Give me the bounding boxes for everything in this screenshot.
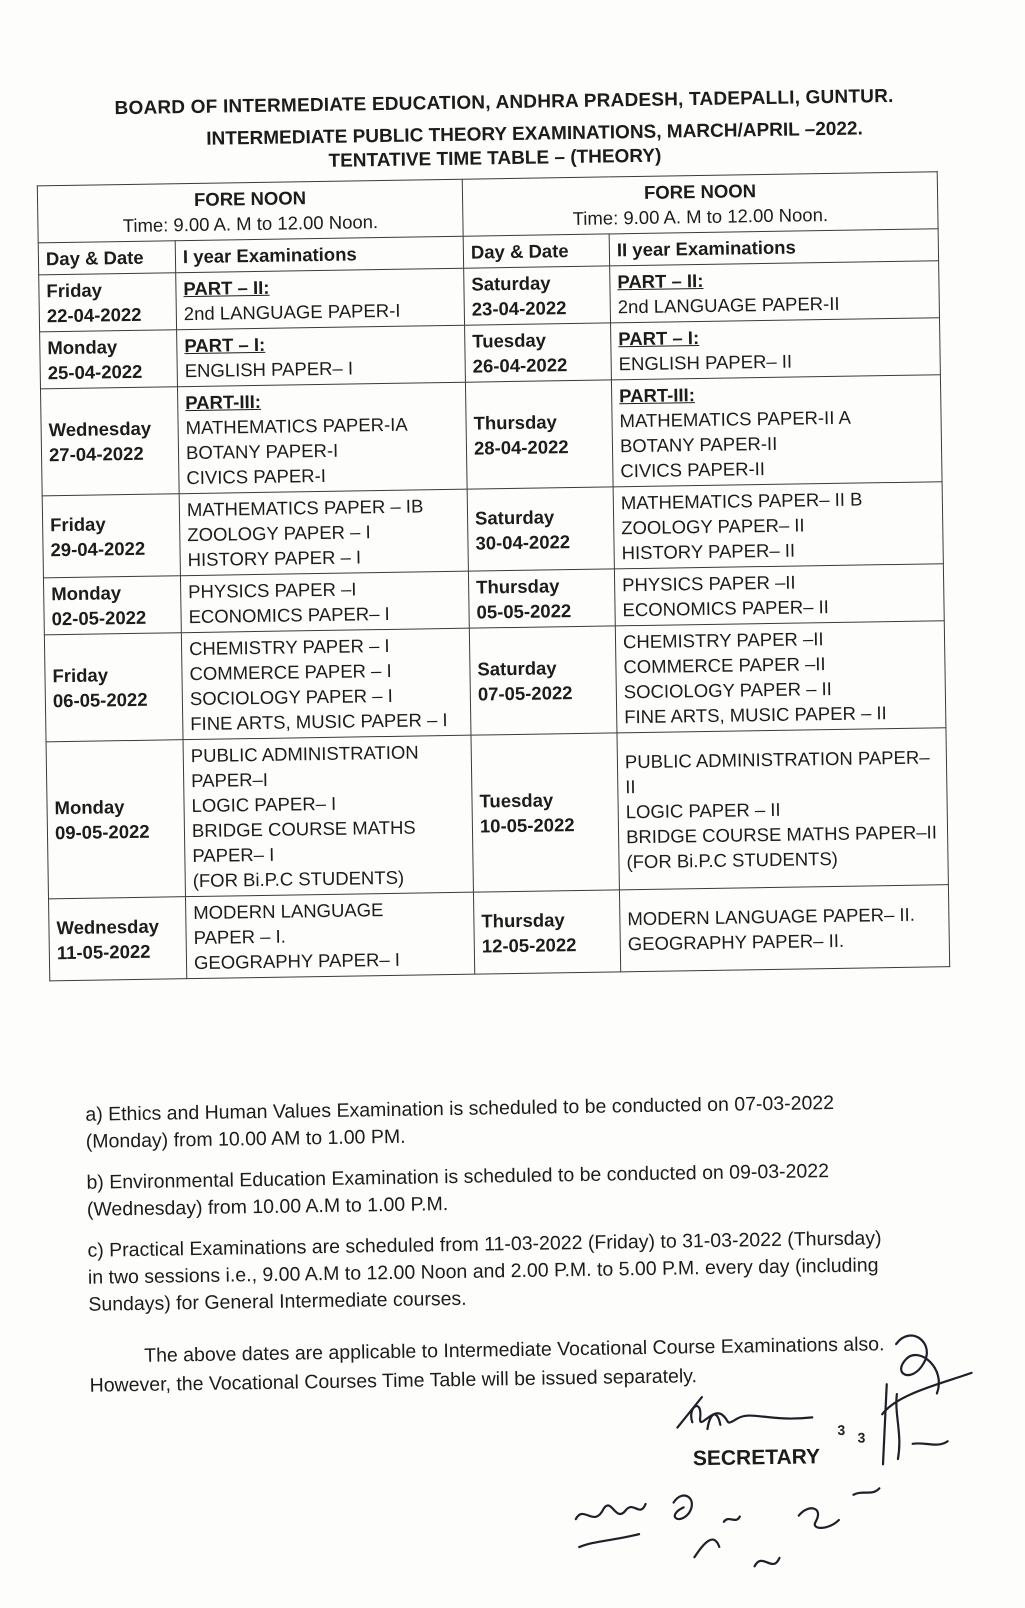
paper-name: COMMERCE PAPER –II xyxy=(623,653,826,678)
paper-name: CHEMISTRY PAPER – I xyxy=(188,634,390,660)
exam-day: Saturday xyxy=(474,505,555,529)
part-label: PART – II: xyxy=(183,276,270,300)
second-year-exam-cell xyxy=(617,728,948,890)
exam-day: Wednesday xyxy=(48,417,152,441)
paper-name: FINE ARTS, MUSIC PAPER – I xyxy=(190,709,448,735)
col-header-day-date: Day & Date xyxy=(463,234,609,268)
paper-name: (FOR Bi.P.C STUDENTS) xyxy=(192,866,405,892)
day-date-cell xyxy=(49,897,187,981)
exam-date: 06-05-2022 xyxy=(52,688,148,712)
paper-name: ECONOMICS PAPER– II xyxy=(622,596,829,621)
day-date-cell xyxy=(42,494,180,578)
first-year-exam-cell xyxy=(185,892,474,979)
paper-name: BRIDGE COURSE MATHS xyxy=(191,816,416,842)
session-left-time: Time: 9.00 A. M to 12.00 Noon. xyxy=(122,211,379,237)
exam-day: Saturday xyxy=(471,272,551,295)
paper-name: ZOOLOGY PAPER– II xyxy=(621,514,805,539)
paper-name: LOGIC PAPER – II xyxy=(625,798,781,822)
exam-date: 23-04-2022 xyxy=(471,297,567,320)
exam-date: 29-04-2022 xyxy=(50,537,146,560)
paper-name: 2nd LANGUAGE PAPER-I xyxy=(183,299,401,325)
exam-date: 10-05-2022 xyxy=(479,814,575,837)
paper-name: GEOGRAPHY PAPER– I xyxy=(193,948,401,974)
table-row xyxy=(46,728,948,899)
paper-name: MATHEMATICS PAPER– II B xyxy=(620,488,863,514)
session-right-time: Time: 9.00 A. M to 12.00 Noon. xyxy=(572,203,829,230)
table-row xyxy=(49,885,950,981)
first-year-exam-cell xyxy=(179,489,468,576)
second-year-exam-cell xyxy=(610,261,940,323)
paper-name: COMMERCE PAPER – I xyxy=(189,659,392,685)
day-date-cell xyxy=(40,330,178,389)
notes xyxy=(85,1089,889,1333)
col-header-day-date: Day & Date xyxy=(38,241,175,275)
paper-name: PUBLIC ADMINISTRATION xyxy=(190,741,419,767)
exam-date: 27-04-2022 xyxy=(48,442,144,466)
exam-day: Friday xyxy=(46,279,103,302)
day-date-cell xyxy=(471,733,619,892)
exam-date: 25-04-2022 xyxy=(47,360,143,384)
second-year-exam-cell xyxy=(611,375,942,487)
part-label: PART – I: xyxy=(618,327,700,350)
paper-name: MODERN LANGUAGE xyxy=(193,899,384,924)
day-date-cell xyxy=(465,380,613,489)
second-year-exam-cell xyxy=(614,564,944,626)
paper-name: 2nd LANGUAGE PAPER-II xyxy=(617,292,840,318)
session-right xyxy=(462,172,938,236)
note-item: b) Environmental Education Examination is scheduled to be conducted on 09-03-2022 (Wednesday) from 10.00 A.M to 1.00 P.M. xyxy=(86,1160,830,1221)
first-year-exam-cell xyxy=(183,735,473,897)
paper-name: BRIDGE COURSE MATHS PAPER–II xyxy=(625,820,938,847)
exam-day: Friday xyxy=(52,664,109,687)
paper-name: BOTANY PAPER-II xyxy=(619,432,778,457)
note-item: a) Ethics and Human Values Examination is scheduled to be conducted on 07-03-2022 (Monday) from 10.00 AM to 1.00 PM. xyxy=(85,1092,835,1153)
paper-name: CHEMISTRY PAPER –II xyxy=(622,628,824,653)
day-date-cell xyxy=(473,890,620,974)
day-date-cell xyxy=(39,273,177,332)
board-title: BOARD OF INTERMEDIATE EDUCATION, ANDHRA PRADESH, TADEPALLI, GUNTUR. xyxy=(114,85,894,120)
timetable xyxy=(37,171,950,981)
day-date-cell xyxy=(40,387,179,496)
exam-date: 07-05-2022 xyxy=(477,682,573,705)
session-right-title: FORE NOON xyxy=(643,180,757,203)
paper-name: SOCIOLOGY PAPER – I xyxy=(189,684,393,710)
closing-paragraph: The above dates are applicable to Intermediate Vocational Course Examinations also. However, the Vocational Courses Time Table will be issued separately. xyxy=(89,1333,885,1397)
first-year-exam-cell xyxy=(181,628,471,740)
day-date-cell xyxy=(467,487,614,571)
day-date-cell xyxy=(43,576,181,635)
exam-day: Friday xyxy=(49,512,106,535)
paper-name: ZOOLOGY PAPER – I xyxy=(187,521,371,546)
paper-name: PAPER–I xyxy=(191,768,269,792)
svg-text:3: 3 xyxy=(857,1429,866,1446)
paper-name: ECONOMICS PAPER– I xyxy=(188,602,390,628)
exam-day: Wednesday xyxy=(56,915,160,938)
paper-name: HISTORY PAPER – I xyxy=(187,546,362,571)
paper-name: CIVICS PAPER-I xyxy=(186,464,327,489)
session-left-title: FORE NOON xyxy=(193,187,307,210)
exam-day: Monday xyxy=(47,336,118,359)
exam-day: Thursday xyxy=(481,908,565,932)
paper-name: ENGLISH PAPER– II xyxy=(618,350,793,375)
note-item: c) Practical Examinations are scheduled from 11-03-2022 (Friday) to 31-03-2022 (Thursday) in two sessions i.e., 9.00 A.M to 12.00 Noon and 2.00 P.M. to 5.00 P.M. every day (including Sundays) for General Intermediate courses. xyxy=(87,1227,882,1316)
paper-name: (FOR Bi.P.C STUDENTS) xyxy=(626,847,839,872)
col-header-second-year: II year Examinations xyxy=(609,229,938,266)
exam-day: Thursday xyxy=(473,411,558,434)
exam-date: 30-04-2022 xyxy=(475,530,571,554)
paper-name: PAPER– I xyxy=(192,843,275,867)
day-date-cell xyxy=(464,266,611,325)
exam-day: Tuesday xyxy=(472,329,547,352)
exam-day: Monday xyxy=(54,796,125,819)
paper-name: MATHEMATICS PAPER-II A xyxy=(619,406,851,432)
part-label: PART-III: xyxy=(185,390,262,414)
paper-name: GEOGRAPHY PAPER– II. xyxy=(627,929,845,954)
day-date-cell xyxy=(468,569,615,628)
first-year-exam-cell xyxy=(176,268,465,330)
day-date-cell xyxy=(46,740,185,899)
col-header-first-year: I year Examinations xyxy=(175,236,463,273)
paper-name: SOCIOLOGY PAPER – II xyxy=(623,677,832,703)
exam-date: 02-05-2022 xyxy=(51,606,147,630)
exam-day: Monday xyxy=(51,582,122,605)
svg-text:3: 3 xyxy=(837,1421,846,1438)
second-year-exam-cell xyxy=(613,482,943,569)
paper-name: HISTORY PAPER– II xyxy=(621,539,796,564)
timetable-body xyxy=(39,261,950,981)
exam-date: 09-05-2022 xyxy=(54,820,150,844)
exam-date: 28-04-2022 xyxy=(473,436,569,459)
day-date-cell xyxy=(44,633,183,742)
signatory-title: SECRETARY xyxy=(692,1445,821,1471)
paper-name: ENGLISH PAPER– I xyxy=(184,357,354,382)
part-label: PART-III: xyxy=(619,384,696,407)
paper-name: FINE ARTS, MUSIC PAPER – II xyxy=(624,702,887,728)
part-label: PART – I: xyxy=(184,333,266,357)
exam-day: Saturday xyxy=(477,657,557,680)
day-date-cell xyxy=(465,323,612,382)
exam-date: 26-04-2022 xyxy=(472,354,568,377)
exam-date: 22-04-2022 xyxy=(46,303,142,327)
second-year-exam-cell xyxy=(619,885,949,972)
exam-day: Thursday xyxy=(475,575,560,598)
second-year-exam-cell xyxy=(615,621,946,733)
paper-name: MATHEMATICS PAPER-IA xyxy=(185,413,408,439)
first-year-exam-cell xyxy=(177,382,467,494)
paper-name: BOTANY PAPER-I xyxy=(185,439,339,464)
part-label: PART – II: xyxy=(617,269,704,293)
paper-name: LOGIC PAPER– I xyxy=(191,792,337,817)
paper-name: PHYSICS PAPER –I xyxy=(188,578,357,603)
paper-name: PAPER – I. xyxy=(193,925,286,949)
table-row xyxy=(42,482,943,578)
session-left xyxy=(37,179,463,243)
paper-name: MATHEMATICS PAPER – IB xyxy=(186,495,424,521)
exam-date: 12-05-2022 xyxy=(481,933,577,957)
paper-name: MODERN LANGUAGE PAPER– II. xyxy=(627,903,916,929)
first-year-exam-cell xyxy=(180,571,469,633)
table-row xyxy=(44,621,946,742)
paper-name: PHYSICS PAPER –II xyxy=(621,571,796,596)
exam-date: 05-05-2022 xyxy=(476,600,572,623)
second-year-exam-cell xyxy=(611,318,941,380)
day-date-cell xyxy=(469,626,617,735)
paper-name: CIVICS PAPER-II xyxy=(620,458,766,482)
exam-day: Tuesday xyxy=(479,789,554,812)
table-row xyxy=(40,375,942,496)
paper-name: PUBLIC ADMINISTRATION PAPER–II xyxy=(624,745,930,797)
timetable-title: TENTATIVE TIME TABLE – (THEORY) xyxy=(328,145,662,172)
first-year-exam-cell xyxy=(177,325,466,387)
exam-title: INTERMEDIATE PUBLIC THEORY EXAMINATIONS, MARCH/APRIL –2022. xyxy=(206,118,863,150)
exam-date: 11-05-2022 xyxy=(56,940,151,963)
